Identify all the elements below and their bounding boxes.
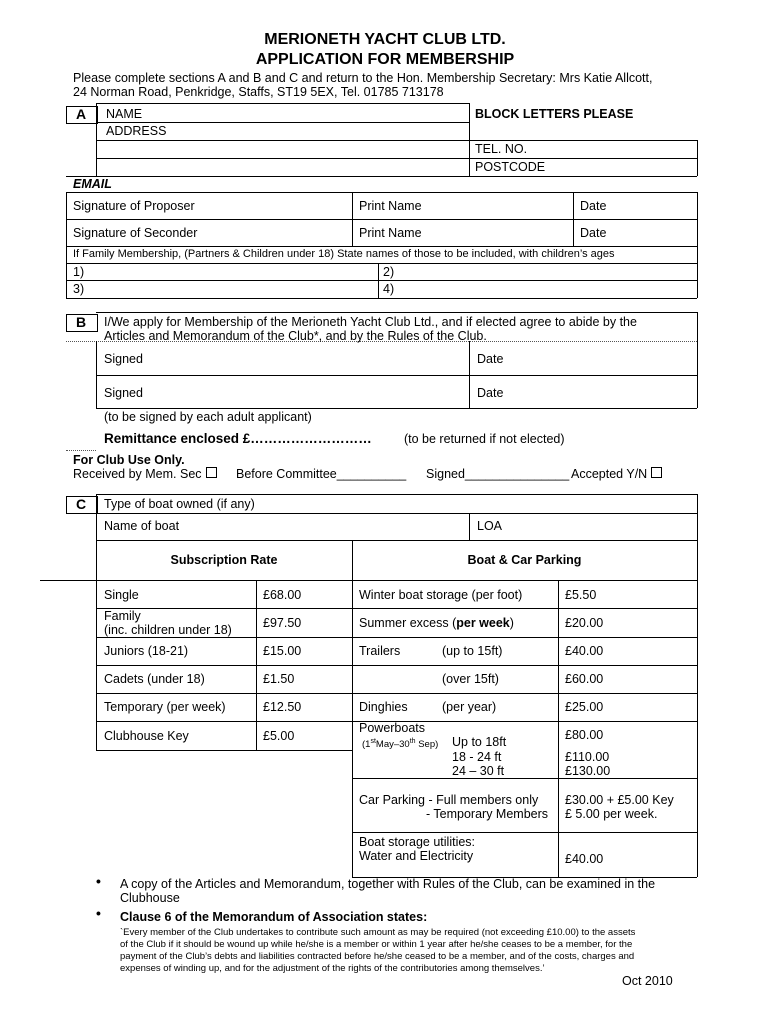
divider bbox=[697, 540, 698, 580]
section-b-label: B bbox=[76, 314, 87, 330]
bullet-icon: • bbox=[96, 873, 101, 889]
form-date: Oct 2010 bbox=[622, 974, 673, 988]
sub-juniors: Juniors (18-21) bbox=[104, 644, 189, 658]
accepted-checkbox[interactable] bbox=[651, 467, 662, 478]
divider bbox=[96, 140, 697, 141]
divider bbox=[96, 375, 697, 376]
address-label: ADDRESS bbox=[106, 124, 167, 138]
family-member-1: 1) bbox=[73, 265, 85, 279]
divider bbox=[697, 580, 698, 877]
pb-th: th bbox=[409, 738, 416, 745]
dinghies-per-year: (per year) bbox=[442, 700, 497, 714]
signed-label-2: Signed bbox=[104, 386, 143, 400]
powerboat-season bbox=[362, 738, 438, 750]
block-letters-note: BLOCK LETTERS PLEASE bbox=[475, 107, 634, 121]
form-subtitle: APPLICATION FOR MEMBERSHIP bbox=[255, 51, 515, 68]
print-name-label: Print Name bbox=[359, 199, 422, 213]
divider bbox=[96, 540, 697, 541]
received-by bbox=[73, 467, 217, 481]
divider bbox=[697, 140, 698, 176]
parking-heading: Boat & Car Parking bbox=[467, 553, 582, 567]
water-electricity: Water and Electricity bbox=[359, 849, 474, 863]
section-a-label: A bbox=[76, 106, 87, 122]
pb-season-mid: May–30 bbox=[375, 739, 410, 751]
each-adult-note: (to be signed by each adult applicant) bbox=[104, 410, 312, 424]
summer-excess-price: £20.00 bbox=[565, 616, 604, 630]
family-member-4: 4) bbox=[383, 282, 395, 296]
divider bbox=[66, 280, 697, 281]
sub-temporary-price: £12.50 bbox=[263, 700, 302, 714]
car-parking-full: Car Parking - Full members only bbox=[359, 793, 539, 807]
subscription-heading: Subscription Rate bbox=[170, 553, 278, 567]
divider bbox=[96, 665, 697, 666]
postcode-label: POSTCODE bbox=[475, 160, 546, 174]
divider bbox=[96, 312, 697, 313]
divider bbox=[352, 778, 697, 779]
divider bbox=[96, 494, 697, 495]
car-parking-full-price: £30.00 + £5.00 Key bbox=[565, 793, 674, 807]
form-title: MERIONETH YACHT CLUB LTD. bbox=[264, 31, 506, 48]
trailers-up-15: (up to 15ft) bbox=[442, 644, 503, 658]
sub-family-note: (inc. children under 18) bbox=[104, 623, 232, 637]
divider bbox=[378, 263, 379, 298]
divider bbox=[96, 122, 469, 123]
pb-24-30-price: £130.00 bbox=[565, 764, 611, 778]
divider bbox=[469, 513, 470, 540]
tel-label: TEL. NO. bbox=[475, 142, 528, 156]
divider bbox=[66, 176, 697, 177]
divider bbox=[697, 494, 698, 540]
summer-excess-close: ) bbox=[509, 616, 514, 630]
powerboats-label: Powerboats bbox=[359, 721, 426, 735]
pb-st: st bbox=[370, 738, 376, 745]
pb-up-to-18-price: £80.00 bbox=[565, 728, 604, 742]
boat-storage-utilities: Boat storage utilities: bbox=[359, 835, 476, 849]
sub-juniors-price: £15.00 bbox=[263, 644, 302, 658]
trailers-over-15-price: £60.00 bbox=[565, 672, 604, 686]
date-label: Date bbox=[580, 199, 607, 213]
car-parking-temp-price: £ 5.00 per week. bbox=[565, 807, 658, 821]
divider bbox=[96, 608, 697, 609]
sub-cadets-price: £1.50 bbox=[263, 672, 295, 686]
sub-family-price: £97.50 bbox=[263, 616, 302, 630]
apply-statement-1: I/We apply for Membership of the Merioneth Yacht Club Ltd., and if elected agree to abide by the bbox=[104, 315, 637, 329]
pb-18-24-price: £110.00 bbox=[565, 750, 610, 764]
intro-line-1: Please complete sections A and B and C and return to the Hon. Membership Secretary: Mrs Katie Allcott, bbox=[73, 71, 653, 85]
boat-name-label: Name of boat bbox=[104, 519, 180, 533]
sub-clubhouse-key: Clubhouse Key bbox=[104, 729, 189, 743]
clause-text-4: expenses of winding up, and for the adjustment of the rights of the contributories among themselves.’ bbox=[120, 963, 545, 974]
sub-single-price: £68.00 bbox=[263, 588, 302, 602]
clause-text-2: of the Club if it should be wound up while he/she is a member or within 1 year after he/she ceases to be a member, for the bbox=[120, 939, 633, 950]
divider bbox=[96, 750, 352, 751]
trailers-up-15-price: £40.00 bbox=[565, 644, 604, 658]
signed-label-1: Signed bbox=[104, 352, 143, 366]
club-use-heading: For Club Use Only. bbox=[73, 453, 185, 467]
sub-temporary: Temporary (per week) bbox=[104, 700, 226, 714]
divider bbox=[96, 408, 697, 409]
print-name-label: Print Name bbox=[359, 226, 422, 240]
divider bbox=[40, 580, 697, 581]
email-label: EMAIL bbox=[73, 177, 112, 191]
pb-18-24: 18 - 24 ft bbox=[452, 750, 502, 764]
summer-excess-label: Summer excess ( bbox=[359, 616, 457, 630]
divider bbox=[96, 513, 697, 514]
divider bbox=[96, 494, 97, 540]
clause-heading: Clause 6 of the Memorandum of Association states: bbox=[120, 910, 428, 924]
divider bbox=[66, 219, 697, 220]
apply-statement-2: Articles and Memorandum of the Club*, and by the Rules of the Club. bbox=[104, 329, 487, 343]
divider bbox=[697, 192, 698, 298]
intro-line-2: 24 Norman Road, Penkridge, Staffs, ST19 5EX, Tel. 01785 713178 bbox=[73, 85, 444, 99]
club-signed: Signed_______________ bbox=[426, 467, 570, 481]
divider bbox=[96, 103, 469, 104]
before-committee: Before Committee__________ bbox=[236, 467, 407, 481]
divider bbox=[66, 192, 67, 298]
sig-seconder-label: Signature of Seconder bbox=[73, 226, 198, 240]
boat-type-label: Type of boat owned (if any) bbox=[104, 497, 255, 511]
bullet-icon: • bbox=[96, 905, 101, 921]
divider bbox=[66, 298, 697, 299]
dinghies-label: Dinghies bbox=[359, 700, 408, 714]
clause-text-1: `Every member of the Club undertakes to contribute such amount as may be required (not exceeding £10.00) to the assets bbox=[120, 927, 636, 938]
divider bbox=[66, 450, 96, 451]
divider bbox=[96, 693, 697, 694]
name-label: NAME bbox=[106, 107, 143, 121]
winter-storage: Winter boat storage (per foot) bbox=[359, 588, 523, 602]
returned-note: (to be returned if not elected) bbox=[404, 432, 565, 446]
divider bbox=[352, 832, 697, 833]
pb-up-to-18: Up to 18ft bbox=[452, 735, 507, 749]
car-parking-temp: - Temporary Members bbox=[426, 807, 549, 821]
date-label-b1: Date bbox=[477, 352, 504, 366]
divider bbox=[66, 263, 697, 264]
received-by-label: Received by Mem. Sec bbox=[73, 467, 202, 481]
date-label: Date bbox=[580, 226, 607, 240]
divider bbox=[697, 312, 698, 408]
family-note: If Family Membership, (Partners & Children under 18) State names of those to be included, with children’s ages bbox=[73, 248, 615, 260]
dinghies-price: £25.00 bbox=[565, 700, 604, 714]
winter-storage-price: £5.50 bbox=[565, 588, 597, 602]
family-member-2: 2) bbox=[383, 265, 395, 279]
pb-season-end: Sep) bbox=[415, 739, 439, 751]
clause-text-3: payment of the Club’s debts and liabilities contracted before he/she ceased to be a member, and of the costs, charges and bbox=[120, 951, 635, 962]
sig-proposer-label: Signature of Proposer bbox=[73, 199, 195, 213]
remittance-label: Remittance enclosed £……………………… bbox=[104, 431, 372, 446]
divider bbox=[96, 637, 697, 638]
received-checkbox[interactable] bbox=[206, 467, 217, 478]
accepted-label: Accepted Y/N bbox=[571, 467, 648, 481]
section-c-label: C bbox=[76, 496, 87, 512]
sub-single: Single bbox=[104, 588, 139, 602]
sub-family: Family bbox=[104, 609, 141, 623]
trailers-over-15: (over 15ft) bbox=[442, 672, 499, 686]
accepted bbox=[571, 467, 662, 481]
divider bbox=[66, 192, 697, 193]
loa-label: LOA bbox=[477, 519, 503, 533]
family-member-3: 3) bbox=[73, 282, 85, 296]
date-label-b2: Date bbox=[477, 386, 504, 400]
articles-note-2: Clubhouse bbox=[120, 891, 180, 905]
summer-excess bbox=[359, 616, 514, 630]
divider bbox=[66, 246, 697, 247]
sub-cadets: Cadets (under 18) bbox=[104, 672, 205, 686]
divider bbox=[96, 158, 697, 159]
water-electricity-price: £40.00 bbox=[565, 852, 604, 866]
trailers-label: Trailers bbox=[359, 644, 401, 658]
pb-24-30: 24 – 30 ft bbox=[452, 764, 505, 778]
summer-excess-bold: per week bbox=[456, 616, 510, 630]
articles-note-1: A copy of the Articles and Memorandum, together with Rules of the Club, can be examined in the bbox=[120, 877, 656, 891]
sub-clubhouse-key-price: £5.00 bbox=[263, 729, 295, 743]
pb-season-start: (1 bbox=[362, 739, 371, 751]
